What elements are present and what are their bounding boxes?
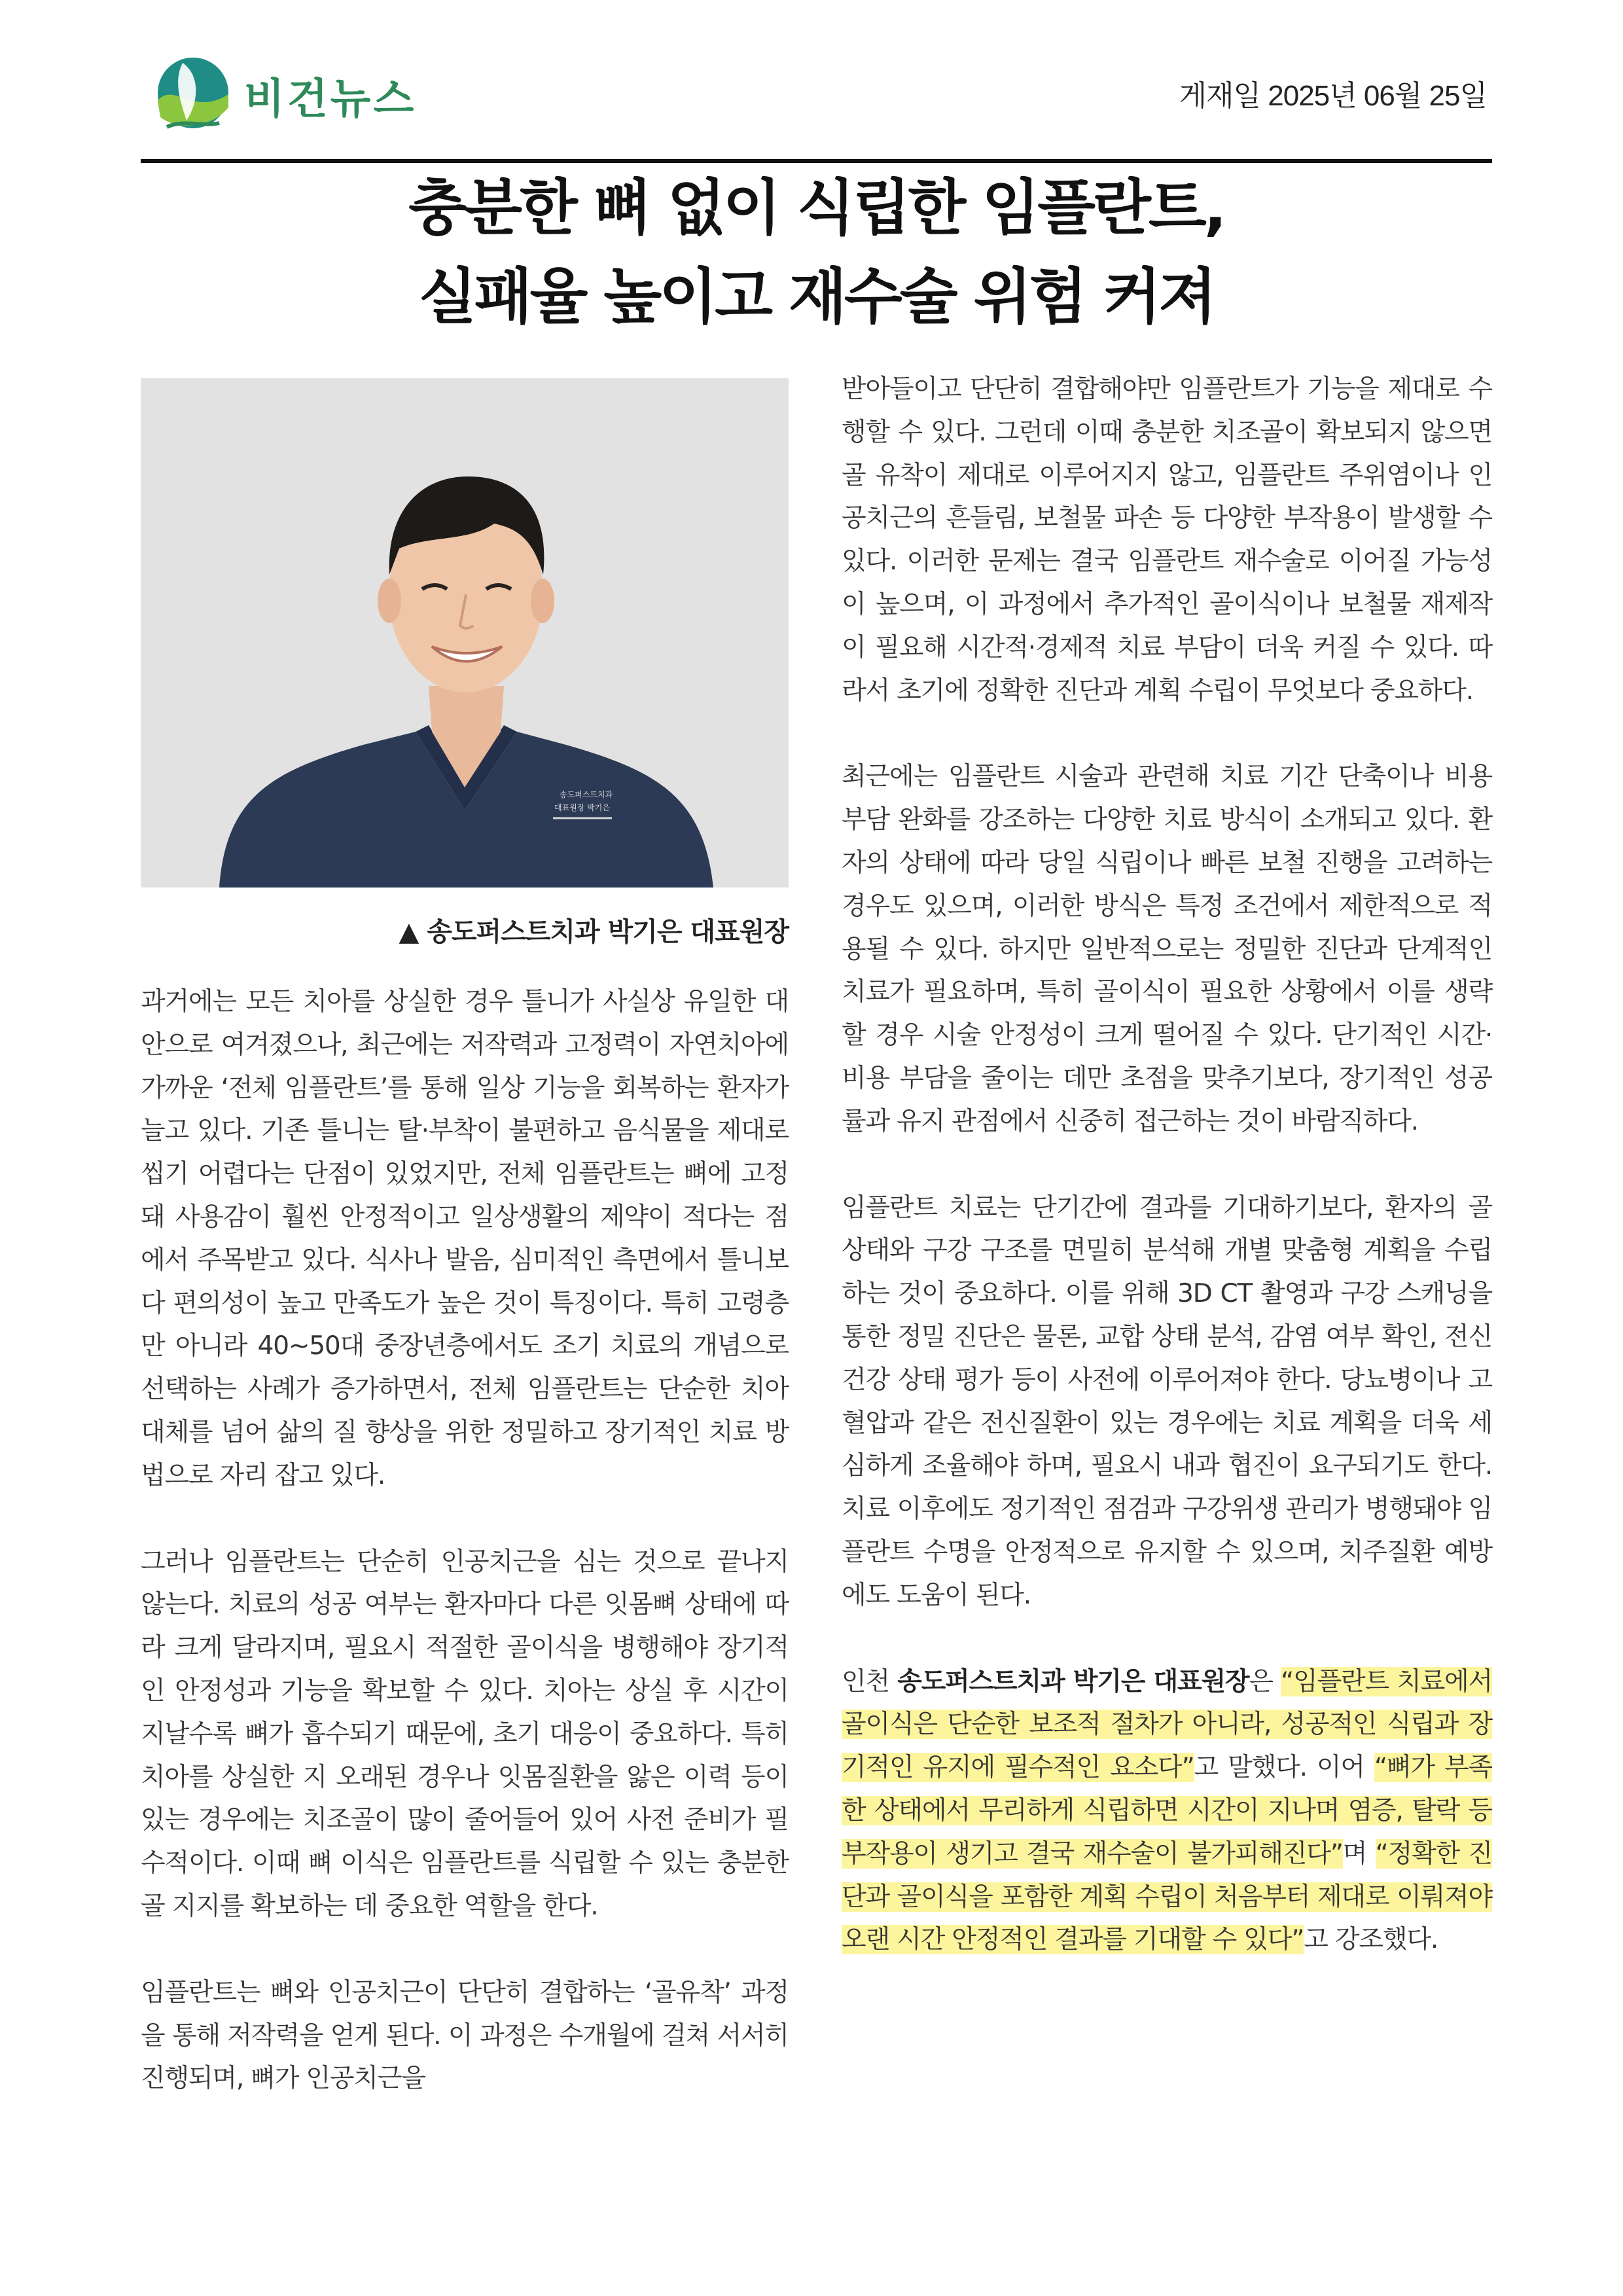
header-rule bbox=[141, 159, 1492, 163]
doctor-portrait-illustration bbox=[141, 378, 789, 888]
publication-date: 게재일 2025년 06월 25일 bbox=[1179, 80, 1487, 112]
article-column-right bbox=[842, 368, 1492, 2005]
quote-intro: 인천 bbox=[842, 1666, 898, 1696]
leaf-wave-logo-icon bbox=[154, 55, 232, 136]
logo-text: 비건뉴스 bbox=[244, 75, 417, 124]
quote-highlight-2: “뼈가 부족한 상태에서 무리하게 식립하면 시간이 지나며 염증, 탈락 등 부작용이 생기고 결국 재수술이 불가피해진다” bbox=[842, 1753, 1492, 1869]
paragraph-3-end bbox=[842, 368, 1492, 712]
paragraph-3-left-text: 임플란트는 뼈와 인공치근이 단단히 결합하는 ‘골유착’ 과정을 통해 저작력을 얻게 된다. 이 과정은 수개월에 걸쳐 서서히 진행되며, 뼈가 인공치근을 bbox=[141, 1977, 789, 2094]
paragraph-6-quote bbox=[842, 1660, 1492, 1962]
embroidery-name: 대표원장 박기은 bbox=[554, 803, 610, 812]
quote-ending: 고 강조했다. bbox=[1304, 1925, 1438, 1955]
embroidery-clinic: 송도퍼스트치과 bbox=[560, 790, 613, 799]
quote-particle: 은 bbox=[1249, 1666, 1281, 1696]
paragraph-4: 최근에는 임플란트 시술과 관련해 치료 기간 단축이나 비용 부담 완화를 강조하는 다양한 치료 방식이 소개되고 있다. 환자의 상태에 따라 당일 식립이나 빠른 보철 진행을 고려하는 경우도 있으며, 이러한 방식은 특정 조건에서 제한적으로 적용될 수 있다. 하지만 일반적으로는 정밀한 진단과 단계적인 치료가 필요하며, 특히 골이식이 필요한 상황에서 이를 생략할 경우 시술 안정성이 크게 떨어질 수 있다. 단기적인 시간·비용 부담을 줄이는 데만 초점을 맞추기보다, 장기적인 성공률과 유지 관점에서 신중히 접근하는 것이 바람직하다. bbox=[842, 762, 1492, 1136]
quote-speaker: 송도퍼스트치과 박기은 대표원장 bbox=[897, 1666, 1249, 1696]
quote-connector-1: 고 말했다. 이어 bbox=[1194, 1753, 1374, 1783]
paragraph-3-start bbox=[141, 1971, 789, 2100]
photo-caption: ▲ 송도퍼스트치과 박기은 대표원장 bbox=[399, 917, 789, 947]
article-column-left bbox=[141, 980, 789, 2144]
paragraph-3-right-text: 받아들이고 단단히 결합해야만 임플란트가 기능을 제대로 수행할 수 있다. 그런데 이때 충분한 치조골이 확보되지 않으면 골 유착이 제대로 이루어지지 않고, 임플란트 주위염이나 인공치근의 흔들림, 보철물 파손 등 다양한 부작용이 발생할 수 있다. 이러한 문제는 결국 임플란트 재수술로 이어질 가능성이 높으며, 이 과정에서 추가적인 골이식이나 보철물 재제작이 필요해 시간적·경제적 치료 부담이 더욱 커질 수 있다. 따라서 초기에 정확한 진단과 계획 수립이 무엇보다 중요하다. bbox=[842, 374, 1492, 706]
paragraph-1: 과거에는 모든 치아를 상실한 경우 틀니가 사실상 유일한 대안으로 여겨졌으나, 최근에는 저작력과 고정력이 자연치아에 가까운 ‘전체 임플란트’를 통해 일상 기능을 회복하는 환자가 늘고 있다. 기존 틀니는 탈·부착이 불편하고 음식물을 제대로 씹기 어렵다는 단점이 있었지만, 전체 임플란트는 뼈에 고정돼 사용감이 훨씬 안정적이고 일상생활의 제약이 적다는 점에서 주목받고 있다. 식사나 발음, 심미적인 측면에서 틀니보다 편의성이 높고 만족도가 높은 것이 특징이다. 특히 고령층만 아니라 40~50대 중장년층에서도 조기 치료의 개념으로 선택하는 사례가 증가하면서, 전체 임플란트는 단순한 치아 대체를 넘어 삶의 질 향상을 위한 정밀하고 장기적인 치료 방법으로 자리 잡고 있다. bbox=[141, 987, 789, 1490]
quote-connector-2: 며 bbox=[1342, 1839, 1376, 1869]
quote-highlight-1: “임플란트 치료에서 골이식은 단순한 보조적 절차가 아니라, 성공적인 식립과 장기적인 유지에 필수적인 요소다” bbox=[842, 1666, 1492, 1783]
headline-line-1: 충분한 뼈 없이 식립한 임플란트, bbox=[408, 173, 1224, 243]
headline-line-2: 실패율 높이고 재수술 위험 커져 bbox=[418, 262, 1215, 332]
doctor-photo bbox=[141, 378, 789, 888]
quote-highlight-3: “정확한 진단과 골이식을 포함한 계획 수립이 처음부터 제대로 이뤄져야 오랜 시간 안정적인 결과를 기대할 수 있다” bbox=[842, 1839, 1492, 1955]
masthead bbox=[141, 47, 1492, 145]
logo[interactable] bbox=[154, 55, 416, 136]
paragraph-5: 임플란트 치료는 단기간에 결과를 기대하기보다, 환자의 골 상태와 구강 구조를 면밀히 분석해 개별 맞춤형 계획을 수립하는 것이 중요하다. 이를 위해 3D CT 촬영과 구강 스캐닝을 통한 정밀 진단은 물론, 교합 상태 분석, 감염 여부 확인, 전신 건강 상태 평가 등이 사전에 이루어져야 한다. 당뇨병이나 고혈압과 같은 전신질환이 있는 경우에는 치료 계획을 더욱 세심하게 조율해야 하며, 필요시 내과 협진이 요구되기도 한다. 치료 이후에도 정기적인 점검과 구강위생 관리가 병행돼야 임플란트 수명을 안정적으로 유지할 수 있으며, 치주질환 예방에도 도움이 된다. bbox=[842, 1193, 1492, 1610]
headline bbox=[141, 164, 1492, 342]
paragraph-2: 그러나 임플란트는 단순히 인공치근을 심는 것으로 끝나지 않는다. 치료의 성공 여부는 환자마다 다른 잇몸뼈 상태에 따라 크게 달라지며, 필요시 적절한 골이식을 병행해야 장기적인 안정성과 기능을 확보할 수 있다. 치아는 상실 후 시간이 지날수록 뼈가 흡수되기 때문에, 초기 대응이 중요하다. 특히 치아를 상실한 지 오래된 경우나 잇몸질환을 앓은 이력 등이 있는 경우에는 치조골이 많이 줄어들어 있어 사전 준비가 필수적이다. 이때 뼈 이식은 임플란트를 식립할 수 있는 충분한 골 지지를 확보하는 데 중요한 역할을 한다. bbox=[141, 1547, 789, 1921]
